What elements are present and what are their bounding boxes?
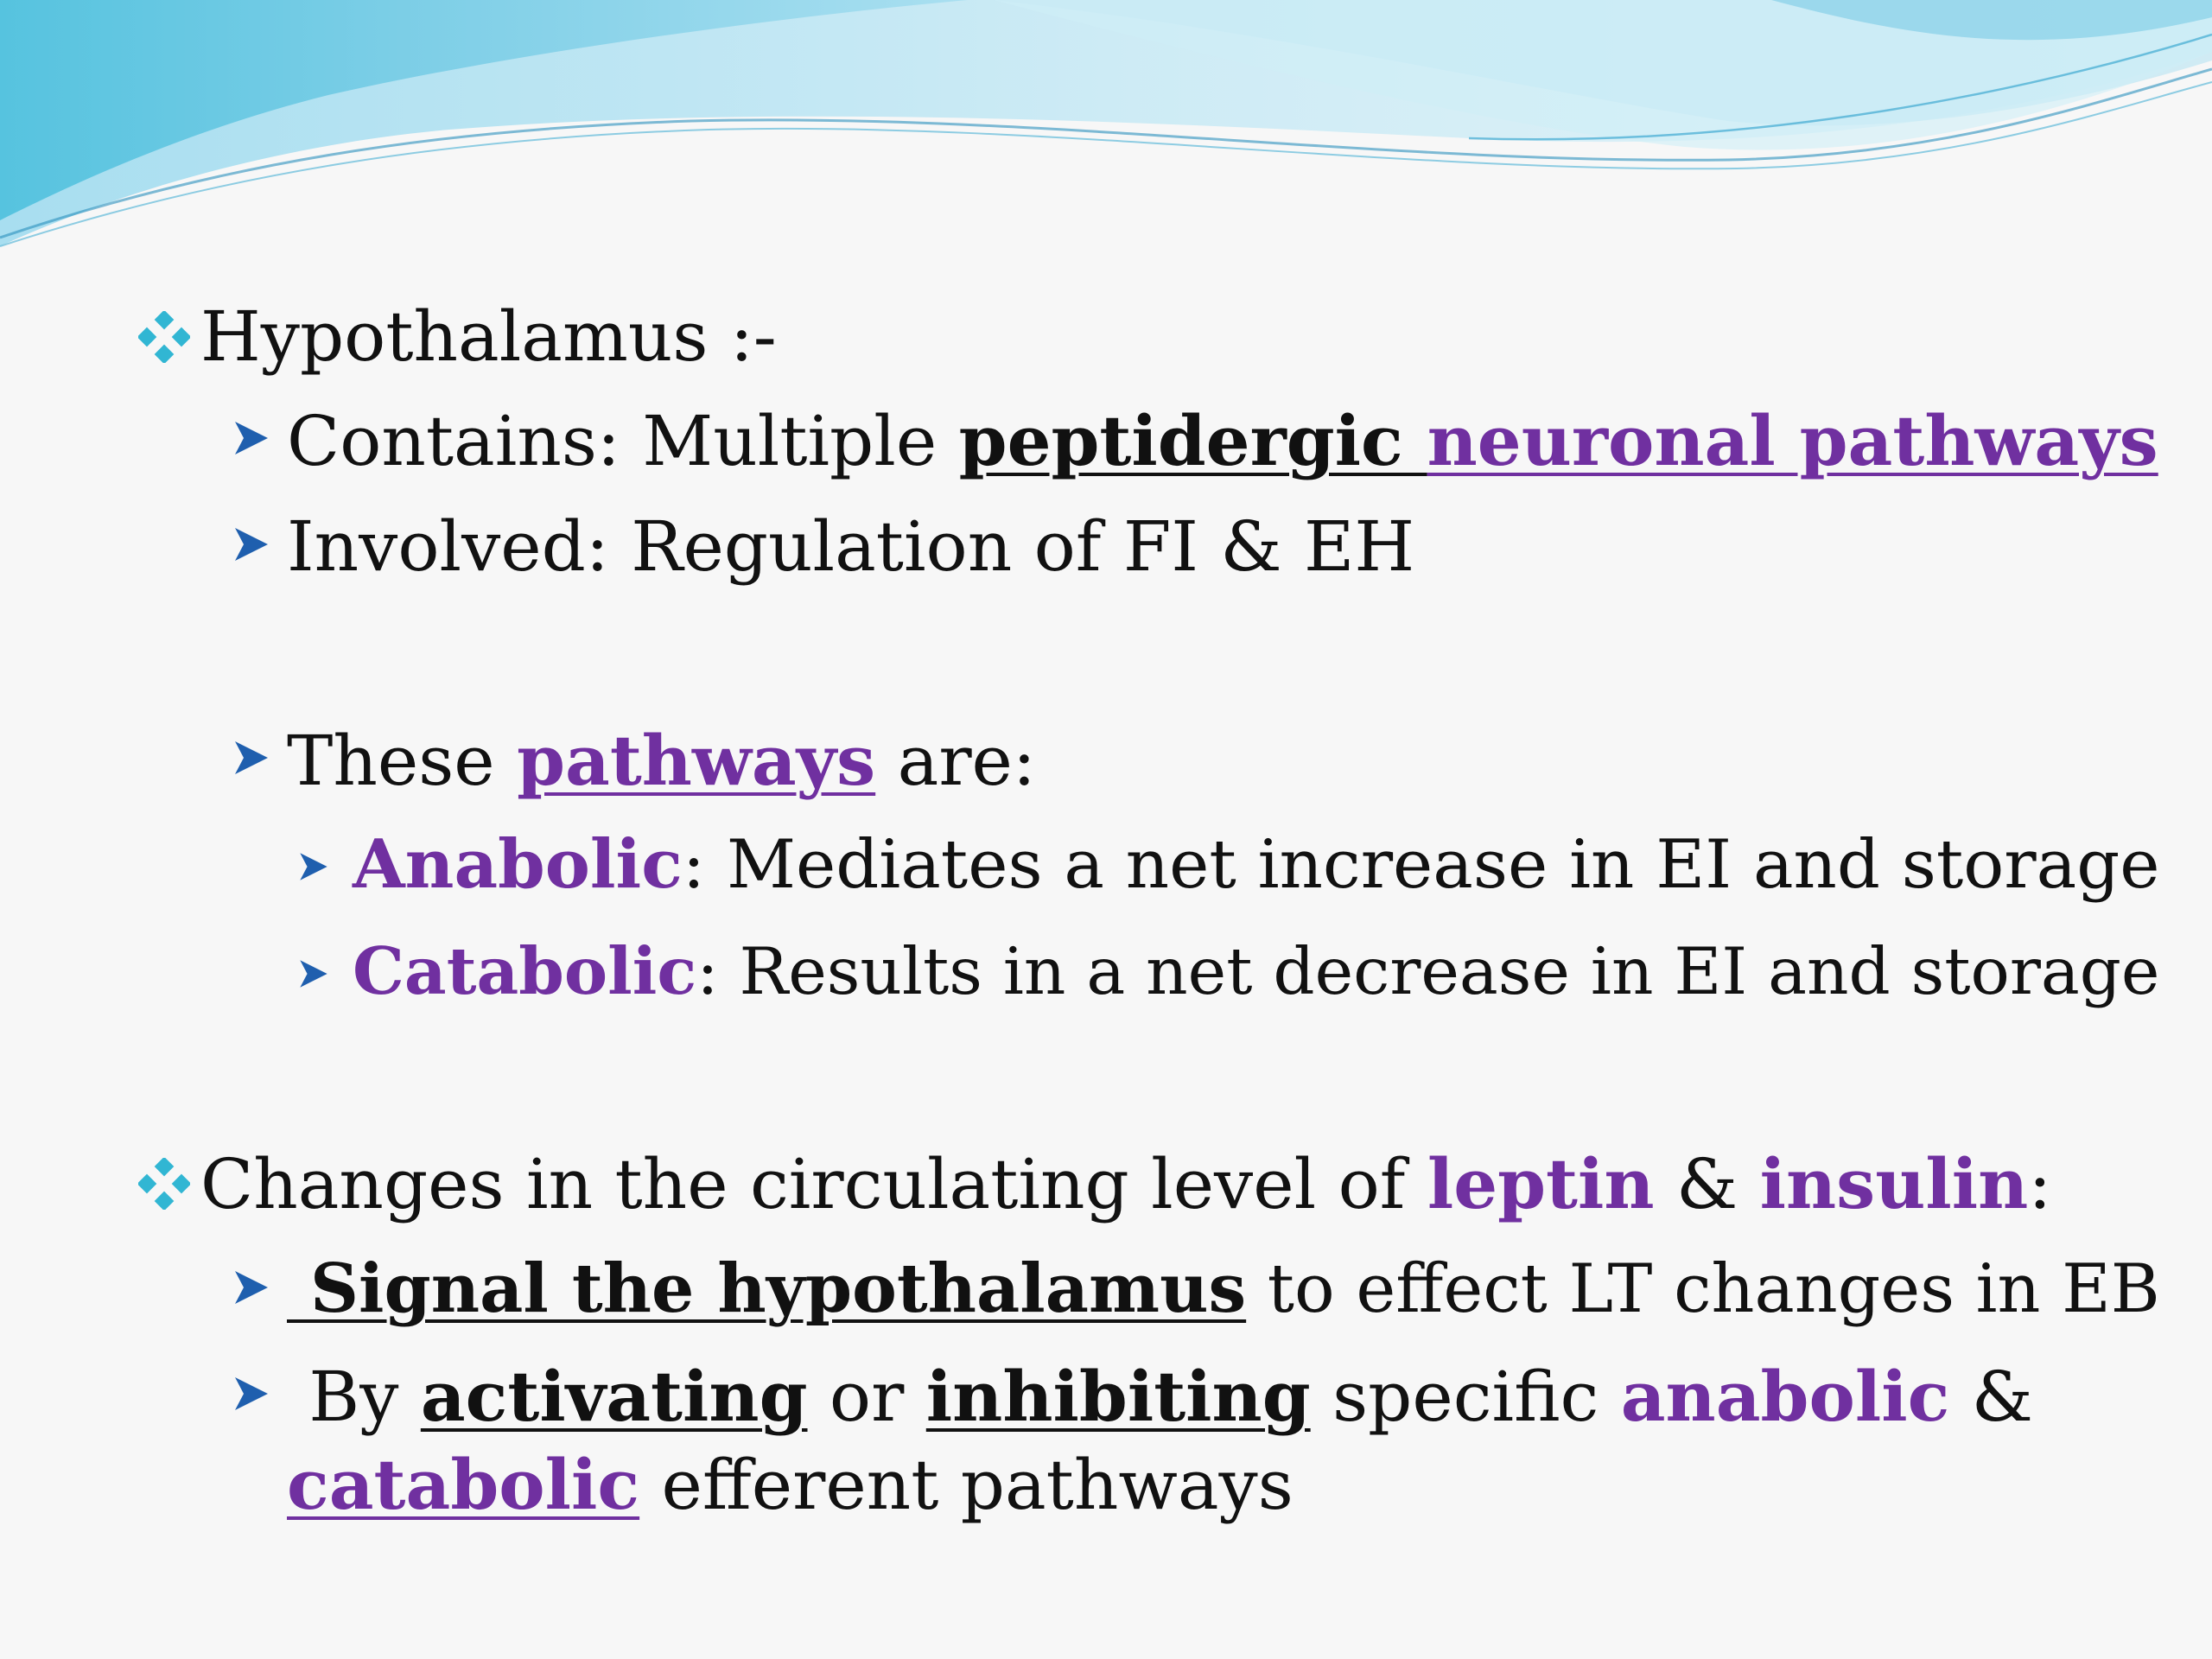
changes-colon: : (2028, 1144, 2052, 1224)
leptin-term: leptin (1427, 1143, 1655, 1224)
by-prefix: By (287, 1357, 421, 1437)
arrowhead-bullet-icon (297, 957, 330, 990)
by-activating-line-continued (287, 1444, 1294, 1525)
hypothalamus-heading (200, 296, 777, 377)
changes-heading (200, 1143, 2052, 1224)
arrowhead-bullet-icon (232, 418, 271, 458)
by-end: efferent pathways (639, 1445, 1294, 1525)
catabolic-term: Catabolic (353, 932, 697, 1009)
contains-prefix: Contains: Multiple (287, 401, 959, 481)
catabolic-description: : Results in a net decrease in EI and storage (696, 933, 2160, 1009)
diamond-four-bullet-icon (138, 311, 190, 363)
arrowhead-bullet-icon (232, 524, 271, 564)
arrowhead-bullet-icon (297, 850, 330, 883)
neuronal-pathways-term: neuronal pathways (1427, 400, 2158, 481)
peptidergic-term: peptidergic (958, 400, 1427, 481)
catabolic-ref-term: catabolic (287, 1444, 640, 1525)
signal-suffix: to effect LT changes in EB (1246, 1250, 2160, 1328)
by-specific: specific (1310, 1357, 1621, 1437)
involved-line (287, 506, 1415, 587)
pathways-term: pathways (517, 720, 876, 801)
activating-term: activating (420, 1356, 808, 1437)
contains-line (287, 400, 2158, 481)
involved-text: Involved: Regulation of FI & EH (287, 506, 1415, 587)
anabolic-term: Anabolic (353, 825, 683, 904)
inhibiting-term: inhibiting (925, 1356, 1311, 1437)
anabolic-ref-term: anabolic (1620, 1356, 1950, 1437)
by-activating-line (287, 1356, 2033, 1437)
arrowhead-bullet-icon (232, 1374, 271, 1414)
catabolic-line (353, 932, 2160, 1009)
these-suffix: are: (875, 721, 1036, 801)
diamond-four-bullet-icon (138, 1158, 190, 1210)
insulin-term: insulin (1759, 1143, 2029, 1224)
these-pathways-line (287, 720, 1036, 801)
anabolic-description: : Mediates a net increase in EI and storage (682, 825, 2160, 904)
by-or: or (807, 1357, 926, 1437)
changes-amp: & (1654, 1144, 1760, 1224)
anabolic-line (353, 825, 2160, 904)
header-wave-decoration (0, 0, 2212, 285)
changes-prefix: Changes in the circulating level of (200, 1144, 1427, 1224)
hypothalamus-heading-text: Hypothalamus :- (200, 296, 777, 377)
signal-line (287, 1249, 2160, 1328)
arrowhead-bullet-icon (232, 1268, 271, 1307)
these-prefix: These (287, 721, 518, 801)
arrowhead-bullet-icon (232, 738, 271, 778)
by-amp: & (1949, 1357, 2033, 1437)
signal-hypothalamus-term: Signal the hypothalamus (287, 1249, 1247, 1328)
